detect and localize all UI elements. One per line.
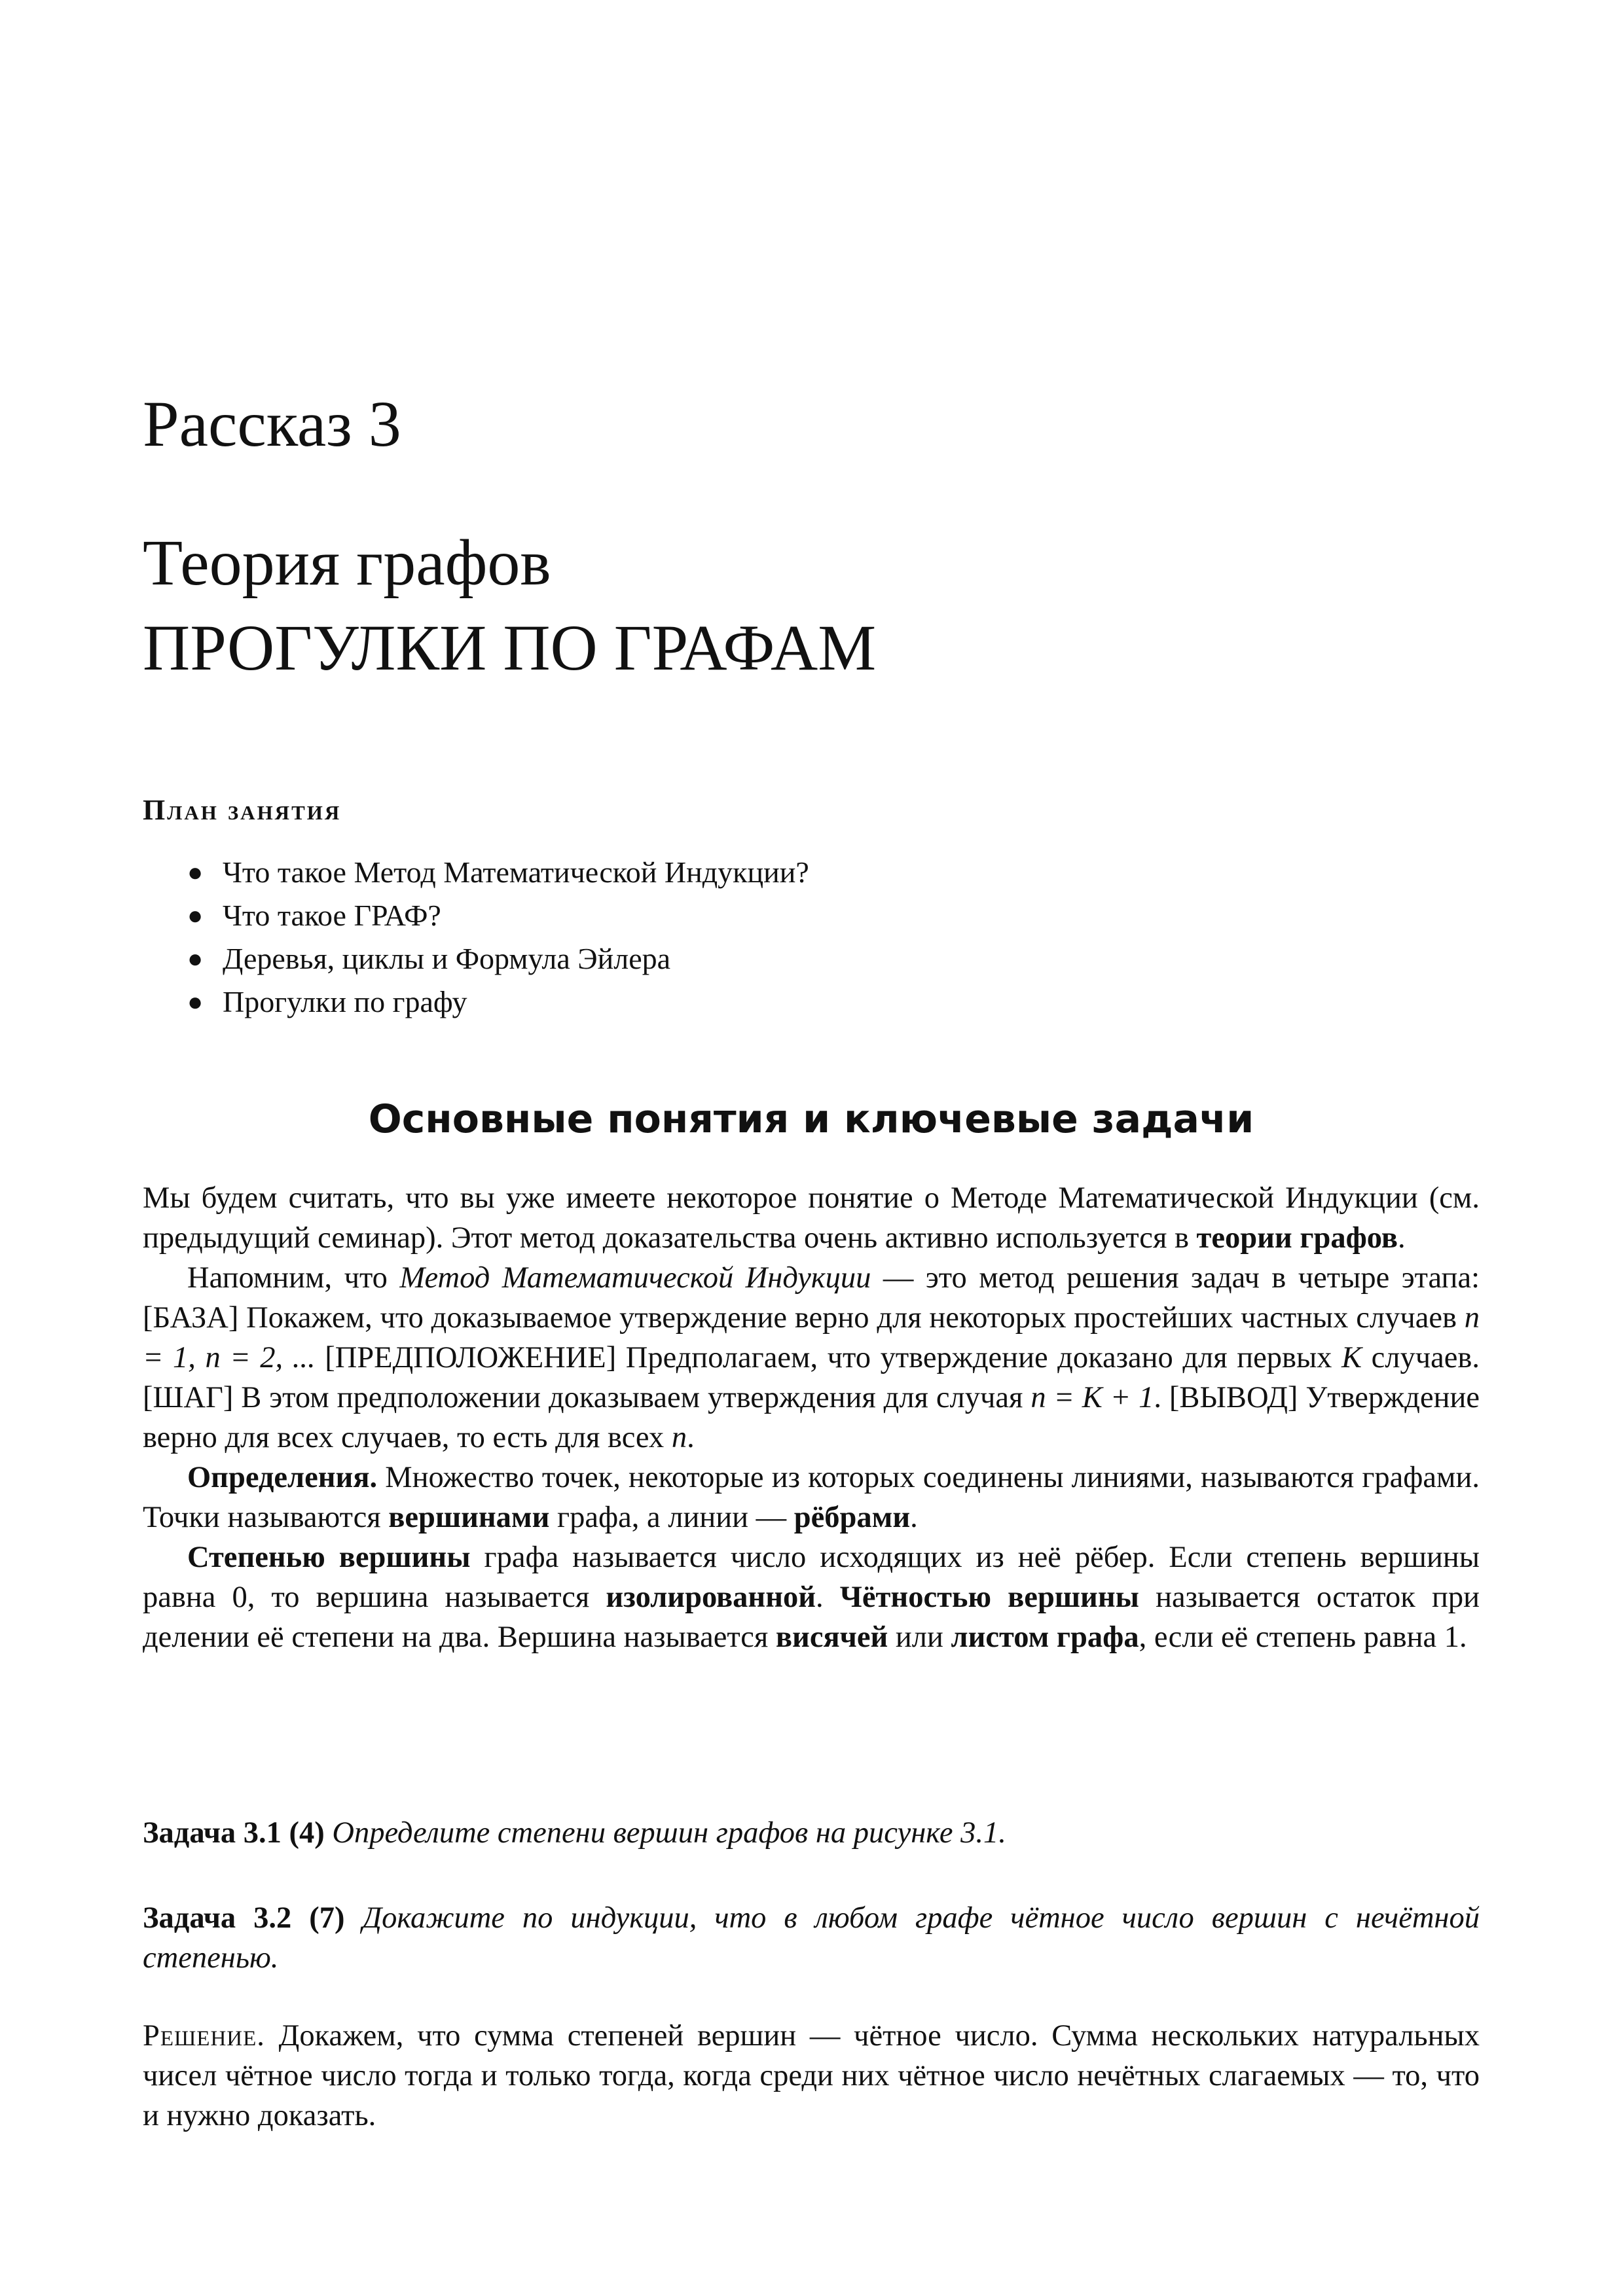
paragraph-definitions: Определения. Множество точек, некоторые из которых соединены линиями, называются графами. Точки называются вершинами графа, а линии — рёбрами. [143, 1461, 1480, 1534]
chapter-label: Рассказ 3 [143, 387, 401, 460]
task-label: Задача 3.2 (7) [143, 1901, 345, 1935]
task-3-1 [143, 1813, 1480, 1853]
task-text: Докажите по индукции, что в любом графе чётное число вершин с нечётной степенью. [143, 1901, 1480, 1975]
plan-list [185, 851, 809, 1024]
paragraph-induction: Напомним, что Метод Математической Индукции — это метод решения задач в четыре этапа: [БАЗА] Покажем, что доказываемое утверждение верно для некоторых простейших частных случаев n = 1, n = 2, ... [ПРЕДПОЛОЖЕНИЕ] Предполагаем, что утверждение доказано для первых K случаев. [ШАГ] В этом предположении доказываем утверждения для случая n = K + 1. [ВЫВОД] Утверждение верно для всех случаев, то есть для всех n. [143, 1261, 1480, 1454]
list-item: ● Деревья, циклы и Формула Эйлера [185, 937, 809, 980]
task-text: Определите степени вершин графов на рисунке 3.1. [332, 1816, 1006, 1850]
chapter-subtitle: ПРОГУЛКИ ПО ГРАФАМ [143, 611, 877, 684]
body-text [143, 1178, 1480, 1657]
list-item: ● Что такое Метод Математической Индукции? [185, 851, 809, 894]
bullet-icon: ● [187, 987, 204, 1016]
solution-paragraph: Решение. Докажем, что сумма степеней вершин — чётное число. Сумма нескольких натуральных чисел чётное число тогда и только тогда, когда среди них чётное число нечётных слагаемых — то, что и нужно доказать. [143, 2019, 1480, 2132]
solution [143, 2016, 1480, 2136]
solution-label: Решение. [143, 2019, 265, 2053]
bullet-icon: ● [187, 944, 204, 973]
task-label: Задача 3.1 (4) [143, 1816, 325, 1850]
list-item: ● Что такое ГРАФ? [185, 894, 809, 937]
plan-heading: План занятия [143, 794, 342, 826]
bullet-icon: ● [187, 857, 204, 887]
bullet-icon: ● [187, 901, 204, 930]
list-item: ● Прогулки по графу [185, 980, 809, 1024]
paragraph-degree: Степенью вершины графа называется число исходящих из неё рёбер. Если степень вершины равна 0, то вершина называется изолированной. Чётностью вершины называется остаток при делении её степени на два. Вершина называется висячей или листом графа, если её степень равна 1. [143, 1541, 1480, 1654]
paragraph-intro: Мы будем считать, что вы уже имеете некоторое понятие о Методе Математической Индукции (см. предыдущий семинар). Этот метод доказательства очень активно используется в теории графов. [143, 1181, 1480, 1255]
section-title: Основные понятия и ключевые задачи [368, 1096, 1254, 1142]
chapter-title: Теория графов [143, 526, 551, 599]
task-3-2 [143, 1898, 1480, 1978]
